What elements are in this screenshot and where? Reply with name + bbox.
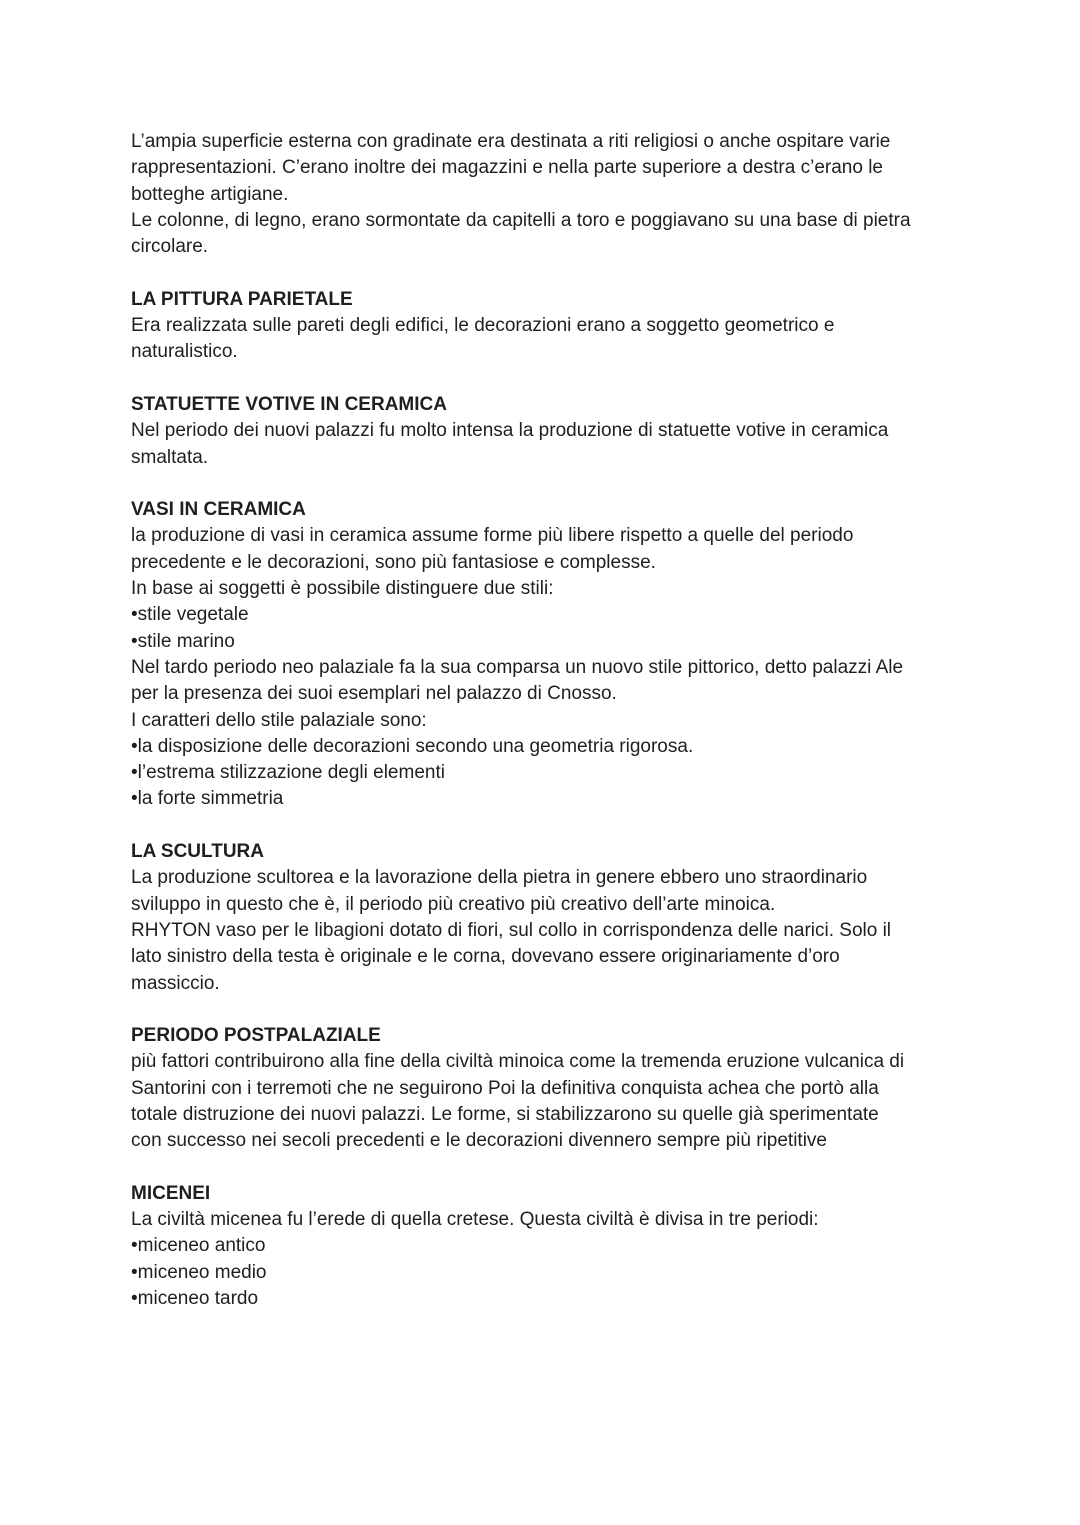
spacer: [131, 260, 961, 286]
section-pittura-parietale: [131, 287, 961, 366]
section-heading: STATUETTE VOTIVE IN CERAMICA: [131, 393, 447, 415]
spacer: [131, 813, 961, 839]
body-line: botteghe artigiane.: [131, 183, 289, 205]
list-item: •l’estrema stilizzazione degli elementi: [131, 762, 445, 784]
section-heading: LA SCULTURA: [131, 841, 264, 863]
section-heading: MICENEI: [131, 1182, 211, 1204]
section-heading: PERIODO POSTPALAZIALE: [131, 1025, 381, 1047]
body-line: Le colonne, di legno, erano sormontate da capitelli a toro e poggiavano su una base di pietra: [131, 209, 911, 231]
body-line: massiccio.: [131, 972, 220, 994]
section-vasi-in-ceramica: [131, 497, 961, 813]
list-item: •la forte simmetria: [131, 788, 284, 810]
body-line: Santorini con i terremoti che ne seguirono Poi la definitiva conquista achea che portò alla: [131, 1077, 879, 1099]
section-micenei: [131, 1181, 961, 1312]
body-line: I caratteri dello stile palaziale sono:: [131, 709, 427, 731]
body-line: sviluppo in questo che è, il periodo più creativo più creativo dell’arte minoica.: [131, 893, 776, 915]
body-line: totale distruzione dei nuovi palazzi. Le forme, si stabilizzarono su quelle già sperimentate: [131, 1103, 879, 1125]
body-line: per la presenza dei suoi esemplari nel palazzo di Cnosso.: [131, 683, 617, 705]
body-line: La produzione scultorea e la lavorazione della pietra in genere ebbero uno straordinario: [131, 867, 868, 889]
body-line: con successo nei secoli precedenti e le decorazioni divennero sempre più ripetitive: [131, 1130, 827, 1152]
body-line: La civiltà micenea fu l’erede di quella cretese. Questa civiltà è divisa in tre periodi:: [131, 1209, 819, 1231]
body-line: smaltata.: [131, 446, 209, 468]
body-line: circolare.: [131, 236, 209, 258]
body-line: RHYTON vaso per le libagioni dotato di fiori, sul collo in corrispondenza delle narici. Solo il: [131, 919, 892, 941]
spacer: [131, 997, 961, 1023]
body-line: precedente e le decorazioni, sono più fantasiose e complesse.: [131, 551, 656, 573]
body-line: la produzione di vasi in ceramica assume forme più libere rispetto a quelle del periodo: [131, 525, 854, 547]
list-item: •stile vegetale: [131, 604, 249, 626]
list-item: •miceneo medio: [131, 1261, 267, 1283]
body-line: L’ampia superficie esterna con gradinate era destinata a riti religiosi o anche ospitare varie: [131, 131, 891, 152]
spacer: [131, 366, 961, 392]
spacer: [131, 471, 961, 497]
body-line: In base ai soggetti è possibile distinguere due stili:: [131, 578, 554, 600]
list-item: •stile marino: [131, 630, 235, 652]
body-line: rappresentazioni. C’erano inoltre dei magazzini e nella parte superiore a destra c’erano le: [131, 157, 883, 179]
body-line: Nel tardo periodo neo palaziale fa la sua comparsa un nuovo stile pittorico, detto palazzi Ale: [131, 656, 904, 678]
section-heading: LA PITTURA PARIETALE: [131, 288, 353, 310]
section-heading: VASI IN CERAMICA: [131, 499, 306, 521]
list-item: •miceneo tardo: [131, 1288, 259, 1310]
body-line: più fattori contribuirono alla fine della civiltà minoica come la tremenda eruzione vulcanica di: [131, 1051, 905, 1073]
intro-section: [131, 129, 961, 260]
list-item: •la disposizione delle decorazioni secondo una geometria rigorosa.: [131, 735, 694, 757]
body-line: naturalistico.: [131, 341, 238, 363]
section-statuette-votive: [131, 392, 961, 471]
document-page: [131, 129, 961, 1312]
spacer: [131, 1155, 961, 1181]
body-line: Nel periodo dei nuovi palazzi fu molto intensa la produzione di statuette votive in ceramica: [131, 420, 889, 442]
body-line: Era realizzata sulle pareti degli edifici, le decorazioni erano a soggetto geometrico e: [131, 315, 835, 337]
list-item: •miceneo antico: [131, 1235, 266, 1257]
section-periodo-postpalaziale: [131, 1023, 961, 1154]
body-line: lato sinistro della testa è originale e le corna, dovevano essere originariamente d’oro: [131, 946, 840, 968]
section-la-scultura: [131, 839, 961, 997]
